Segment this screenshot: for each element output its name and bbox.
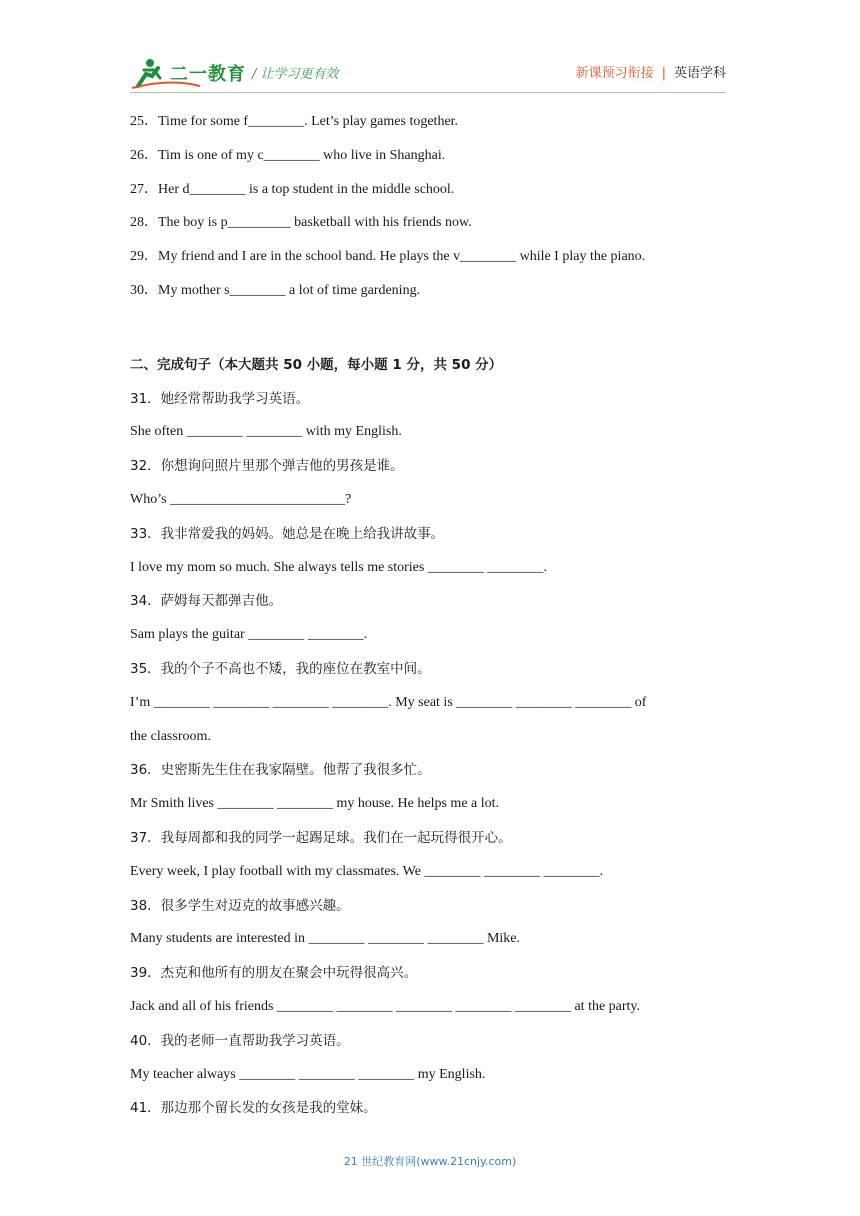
answer-line: the classroom. — [130, 728, 211, 744]
header-right — [576, 62, 726, 81]
question-prompt: 39．杰克和他所有的朋友在聚会中玩得很高兴。 — [130, 965, 418, 982]
header-divider — [130, 92, 726, 93]
question-prompt: 41．那边那个留长发的女孩是我的堂妹。 — [130, 1100, 377, 1117]
question-prompt: 32．你想询问照片里那个弹吉他的男孩是谁。 — [130, 458, 404, 475]
answer-line: Sam plays the guitar ________ ________. — [130, 627, 368, 643]
question-prompt: 33．我非常爱我的妈妈。她总是在晚上给我讲故事。 — [130, 525, 445, 542]
logo-text: 二一教育 — [170, 64, 246, 85]
part1-questions — [130, 110, 722, 313]
question-line: 27．Her d________ is a top student in the middle school. — [130, 181, 455, 197]
answer-line: I’m ________ ________ ________ ________. My seat is ________ ________ ________ of — [130, 694, 647, 710]
answer-line: Who’s _________________________? — [130, 491, 352, 507]
question-prompt: 31．她经常帮助我学习英语。 — [130, 390, 310, 407]
question-line: 25．Time for some f________. Let’s play games together. — [130, 114, 459, 129]
question-prompt: 34．萨姆每天都弹吉他。 — [130, 593, 283, 610]
header-separator: | — [661, 66, 666, 81]
question-line: 28．The boy is p_________ basketball with his friends now. — [130, 215, 472, 231]
section2-title: 二、完成句子（本大题共 50 小题，每小题 1 分，共 50 分） — [130, 356, 503, 373]
header-subject: 英语学科 — [673, 66, 726, 81]
question-prompt: 38．很多学生对迈克的故事感兴趣。 — [130, 897, 350, 914]
page-footer: 21 世纪教育网(www.21cnjy.com) — [343, 1155, 517, 1168]
section-gap — [130, 313, 722, 353]
header-course-label: 新课预习衔接 — [575, 66, 654, 81]
answer-line: My teacher always ________ ________ ________ my English. — [130, 1066, 486, 1082]
question-prompt: 35．我的个子不高也不矮，我的座位在教室中间。 — [130, 660, 431, 677]
header-slogan: / 让学习更有效 — [252, 67, 339, 82]
page-header — [130, 52, 726, 92]
question-line: 29．My friend and I are in the school band. He plays the v________ while I play the piano. — [130, 249, 646, 265]
part2-questions — [130, 387, 722, 1131]
answer-line: I love my mom so much. She always tells me stories ________ ________. — [130, 559, 547, 575]
question-prompt: 37．我每周都和我的同学一起踢足球。我们在一起玩得很开心。 — [130, 829, 512, 846]
question-prompt: 40．我的老师一直帮助我学习英语。 — [130, 1032, 350, 1049]
question-line: 26．Tim is one of my c________ who live in Shanghai. — [130, 147, 446, 163]
document-body — [130, 110, 722, 1130]
answer-line: Mr Smith lives ________ ________ my house. He helps me a lot. — [130, 796, 500, 812]
answer-line: Every week, I play football with my classmates. We ________ ________ ________. — [130, 863, 603, 879]
question-prompt: 36．史密斯先生住在我家隔壁。他帮了我很多忙。 — [130, 762, 431, 779]
answer-line: Jack and all of his friends ________ ________ ________ ________ ________ at the party. — [130, 998, 641, 1014]
answer-line: She often ________ ________ with my English. — [130, 424, 402, 440]
answer-line: Many students are interested in ________ ________ ________ Mike. — [130, 931, 521, 947]
question-line: 30．My mother s________ a lot of time gardening. — [130, 282, 421, 298]
